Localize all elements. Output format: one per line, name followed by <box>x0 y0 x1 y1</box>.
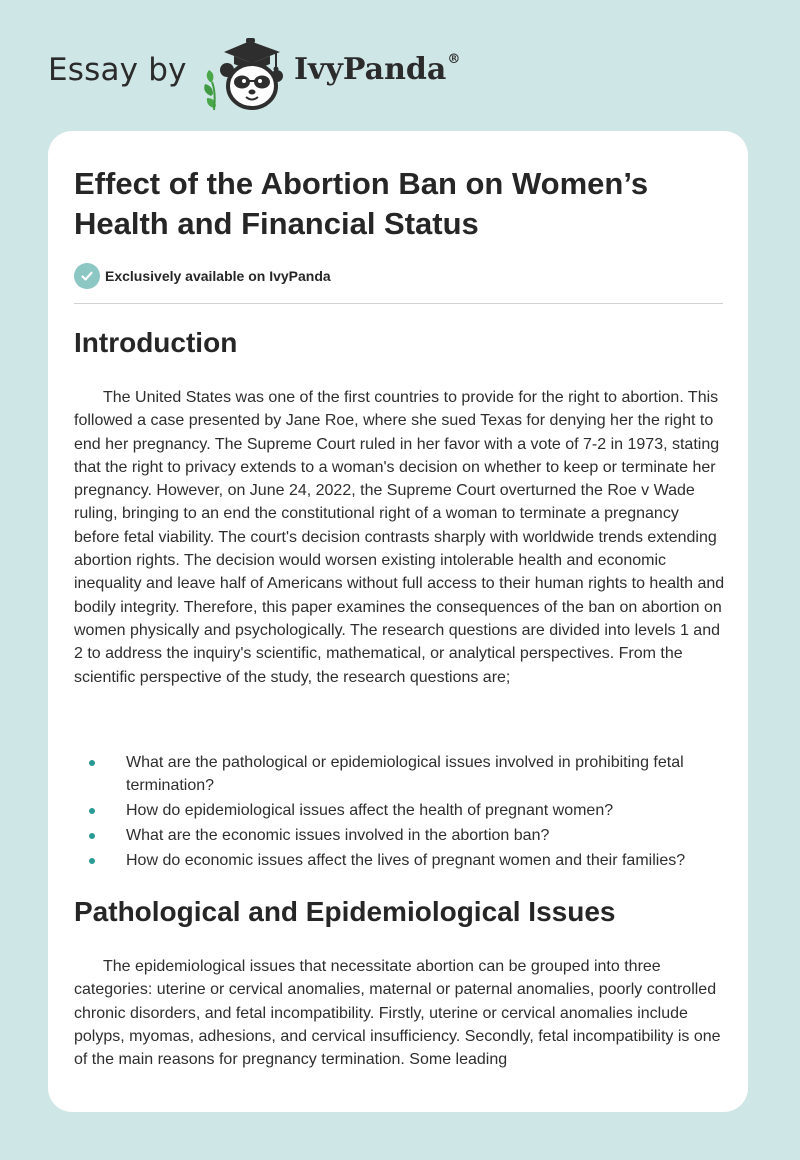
exclusive-badge <box>74 263 331 289</box>
article-card <box>48 131 748 1112</box>
introduction-paragraph: The United States was one of the first countries to provide for the right to abortion. This followed a case presented by Jane Roe, where she sued Texas for denying her the right to end her pregnancy. The Supreme Court ruled in her favor with a vote of 7-2 in 1973, stating that the right to privacy extends to a woman's decision on whether to keep or terminate her pregnancy. However, on June 24, 2022, the Supreme Court overturned the Roe v Wade ruling, bringing to an end the constitutional right of a woman to terminate a pregnancy before fetal viability. The court's decision contrasts sharply with worldwide trends extending abortion rights. The decision would worsen existing intolerable health and economic inequality and leave half of Americans without full access to their human rights to health and bodily integrity. Therefore, this paper examines the consequences of the ban on abortion on women physically and psychologically. The research questions are divided into levels 1 and 2 to address the inquiry's scientific, mathematical, or analytical perspectives. From the scientific perspective of the study, the research questions are; <box>74 389 725 686</box>
exclusive-badge-label: Exclusively available on IvyPanda <box>105 268 331 284</box>
brand-name-text: IvyPanda <box>294 52 447 87</box>
list-item <box>74 751 726 798</box>
bullet-dot-icon <box>89 760 95 766</box>
bullet-dot-icon <box>89 808 95 814</box>
section-heading-pathological: Pathological and Epidemiological Issues <box>74 896 616 927</box>
essay-by-label: Essay by <box>48 52 187 88</box>
list-item-text: How do epidemiological issues affect the health of pregnant women? <box>126 802 614 820</box>
registered-mark: ® <box>447 52 461 67</box>
site-header <box>48 30 488 110</box>
research-questions-list <box>74 751 726 874</box>
list-item <box>74 824 726 847</box>
list-item-text: How do economic issues affect the lives of pregnant women and their families? <box>126 852 686 870</box>
brand-name[interactable] <box>294 52 460 87</box>
ivypanda-logo-icon[interactable] <box>200 36 290 112</box>
title-divider <box>74 303 723 304</box>
list-item-text: What are the economic issues involved in the abortion ban? <box>126 827 550 845</box>
list-item <box>74 799 726 822</box>
bullet-dot-icon <box>89 858 95 864</box>
bullet-dot-icon <box>89 833 95 839</box>
article-title: Effect of the Abortion Ban on Women’s Health and Financial Status <box>74 166 649 241</box>
pathological-paragraph: The epidemiological issues that necessitate abortion can be grouped into three categories: uterine or cervical anomalies, maternal or paternal anomalies, poorly controlled chronic disorders, and fetal incompatibility. Firstly, uterine or cervical anomalies include polyps, myomas, adhesions, and cervical insufficiency. Secondly, fetal incompatibility is one of the main reasons for pregnancy termination. Some leading <box>74 958 721 1069</box>
section-heading-introduction: Introduction <box>74 327 238 358</box>
check-icon <box>74 263 100 289</box>
list-item-text: What are the pathological or epidemiological issues involved in prohibiting fetal termination? <box>126 754 684 795</box>
list-item <box>74 849 726 872</box>
